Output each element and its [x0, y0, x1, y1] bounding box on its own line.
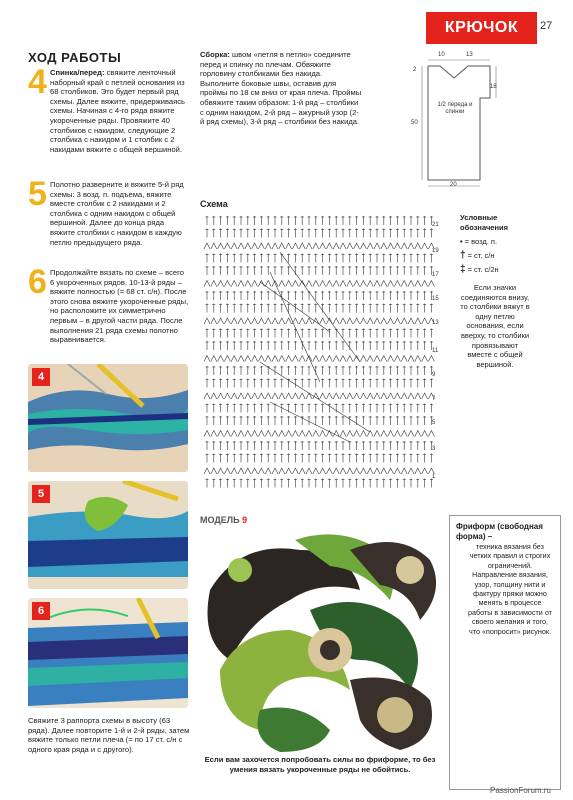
chart-arch [238, 431, 244, 437]
assembly-body: швом «петля в петлю» соедините перед и спинку по плечам. Обвяжите горловину столбиками без накида. Выполните боковые швы, оставив для проймы по 18 см вниз от края плеча. Проймы обвяжите таким образом: 1-й ряд – столбики с одним накидом, 2-й ряд – ажурный узор (2-й ряд схемы), 3-й ряд – столбики без накида. [200, 50, 362, 127]
chart-arch [286, 281, 292, 287]
chart-arch [313, 431, 319, 437]
chart-arch [347, 468, 353, 474]
chart-arch [415, 318, 421, 324]
chart-arch [245, 468, 251, 474]
chart-arch [231, 431, 237, 437]
step-4-heading: Спинка/перед: [50, 68, 105, 77]
row-numbers [432, 212, 452, 492]
chart-arch [292, 243, 298, 249]
chart-arch [340, 281, 346, 287]
chart-arch [292, 281, 298, 287]
chart-shortrow-line [260, 362, 370, 432]
chart-arch [374, 468, 380, 474]
chart-arch [204, 281, 210, 287]
chart-arch [265, 393, 271, 399]
chart-arch [306, 468, 312, 474]
chart-arch [252, 318, 258, 324]
row-number: 21 [432, 222, 439, 228]
chart-arch [320, 243, 326, 249]
chart-arch [360, 243, 366, 249]
chart-arch [218, 393, 224, 399]
step-5-text: Полотно разверните и вяжите 5-й ряд схемы: 3 возд. п. подъема, вяжите вместе столбик с 2 накидами и 2 столбика с одним накидом с общей вершиной. Далее до конца ряда вяжите столбики с накидом в каждую петлю предыдущего ряда. [50, 180, 184, 247]
chart-arch [204, 318, 210, 324]
chart-arch [367, 431, 373, 437]
chart-arch [299, 356, 305, 362]
chart-arch [333, 393, 339, 399]
row-number: 15 [432, 296, 439, 302]
chart-arch [238, 468, 244, 474]
chart-arch [415, 431, 421, 437]
dim-top-b: 13 [466, 52, 473, 58]
chart-arch [408, 243, 414, 249]
chart-arch [238, 243, 244, 249]
chart-arch [299, 468, 305, 474]
chart-arch [415, 356, 421, 362]
step-4 [28, 63, 190, 154]
chart-arch [333, 243, 339, 249]
step-5 [28, 175, 190, 247]
chart-arch [367, 356, 373, 362]
chart-arch [238, 281, 244, 287]
chart-arch [408, 431, 414, 437]
chart-arch [347, 393, 353, 399]
chart-arch [360, 431, 366, 437]
chart-arch [211, 468, 217, 474]
chart-arch [292, 356, 298, 362]
chart-arch [340, 431, 346, 437]
chart-arch [252, 281, 258, 287]
legend [460, 213, 560, 369]
chart-arch [313, 468, 319, 474]
chart-arch [258, 281, 264, 287]
chain-stitch-icon: • [460, 237, 463, 246]
dim-left-small: 2 [413, 67, 417, 73]
chart-arch [265, 356, 271, 362]
chart-arch [326, 281, 332, 287]
final-instructions: Свяжите 3 раппорта схемы в высоту (63 ряда). Далее повторите 1-й и 2-й ряды, затем вяжите только петли плеча (= по 17 ст. с/н с одного края ряда и с другого). [28, 716, 190, 754]
step-6 [28, 263, 190, 345]
chart-arch [394, 356, 400, 362]
chart-arch [401, 356, 407, 362]
chart-arch [231, 393, 237, 399]
chart-arch [299, 393, 305, 399]
section-title: КРЮЧОК [444, 19, 519, 36]
chart-arch [326, 356, 332, 362]
chart-arch [381, 393, 387, 399]
chart-arch [211, 356, 217, 362]
photo-step-6 [28, 598, 188, 708]
chart-arch [279, 431, 285, 437]
row-number: 5 [432, 420, 436, 426]
chart-arch [408, 318, 414, 324]
chart-arch [231, 281, 237, 287]
chart-arch [218, 356, 224, 362]
chart-arch [340, 318, 346, 324]
dim-bottom: 20 [450, 182, 457, 188]
step-6-text: Продолжайте вязать по схеме – всего 6 укороченных рядов. 10-13-й ряды – вяжите полностью (= 68 ст. с/н). После этого снова вяжите укороченные ряды, но расположите их симметрично первым – в другой части ряда. После выполнения 21 ряда схемы полотно выравнивается. [50, 268, 189, 345]
pattern-diagram [410, 54, 500, 194]
chart-arch [313, 356, 319, 362]
chart-arch [218, 431, 224, 437]
assembly-heading: Сборка: [200, 50, 230, 59]
chart-arch [381, 431, 387, 437]
chart-arch [374, 243, 380, 249]
chart-arch [381, 281, 387, 287]
step-number-6: 6 [28, 263, 47, 301]
chart-arch [422, 431, 428, 437]
chart-arch [211, 243, 217, 249]
chart-arch [381, 356, 387, 362]
legend-item [460, 265, 560, 275]
stitch-chart [200, 212, 440, 492]
chart-arch [299, 243, 305, 249]
chart-arch [224, 393, 230, 399]
chart-arch [360, 468, 366, 474]
chart-arch [292, 468, 298, 474]
chart-arch [286, 431, 292, 437]
chart-arch [286, 243, 292, 249]
freeform-image [200, 530, 446, 752]
chart-arch [381, 243, 387, 249]
chart-arch [394, 393, 400, 399]
model-number: 9 [242, 515, 248, 525]
row-number: 19 [432, 248, 439, 254]
photo-badge-4: 4 [32, 368, 50, 386]
chart-arch [204, 468, 210, 474]
chart-arch [415, 468, 421, 474]
chart-arch [265, 431, 271, 437]
chart-arch [286, 318, 292, 324]
step-number-5: 5 [28, 175, 47, 213]
photo-badge-6: 6 [32, 602, 50, 620]
chart-arch [224, 281, 230, 287]
chart-arch [388, 243, 394, 249]
legend-item-text: = ст. с/н [467, 251, 495, 260]
chart-arch [320, 393, 326, 399]
chart-arch [401, 431, 407, 437]
row-number: 13 [432, 320, 439, 326]
legend-item [460, 251, 560, 261]
chart-arch [340, 243, 346, 249]
row-number: 7 [432, 396, 436, 402]
chart-arch [258, 393, 264, 399]
freeform-sidebar [449, 515, 561, 790]
chart-arch [394, 318, 400, 324]
legend-title: Условные обозначения [460, 213, 508, 232]
chart-arch [238, 318, 244, 324]
chart-arch [354, 431, 360, 437]
legend-item-text: = ст. с/2н [467, 265, 499, 274]
chart-arch [231, 318, 237, 324]
chart-arch [422, 281, 428, 287]
chart-arch [211, 393, 217, 399]
chart-arch [422, 393, 428, 399]
chart-arch [367, 318, 373, 324]
chart-arch [333, 356, 339, 362]
chart-arch [394, 281, 400, 287]
chart-arch [286, 393, 292, 399]
legend-item [460, 237, 560, 247]
chart-arch [422, 318, 428, 324]
chart-arch [231, 243, 237, 249]
chart-arch [279, 281, 285, 287]
chart-arch [401, 468, 407, 474]
sidebar-body: техника вязания без четких правил и строгих ограничений. Направление вязания, узор, толщину нити и фактуру пряжи можно менять в процессе работы в зависимости от своего желания и того, что «попросит» рисунок. [468, 542, 552, 636]
chart-arch [401, 318, 407, 324]
chart-arch [415, 393, 421, 399]
chart-arch [326, 243, 332, 249]
dim-top-a: 10 [438, 52, 445, 58]
chart-arch [408, 468, 414, 474]
photo-caption: Если вам захочется попробовать силы во фриформе, то без умения вязать укороченные ряды не обойтись. [204, 755, 436, 774]
chart-arch [381, 468, 387, 474]
chart-arch [272, 243, 278, 249]
legend-note: Если значки соединяются внизу, то столбики вяжут в одну петлю основания, если вверху, то столбики провязывают вместе с общей вершиной. [460, 283, 530, 369]
legend-item-text: = возд. п. [464, 237, 498, 246]
chart-arch [279, 393, 285, 399]
chart-arch [245, 356, 251, 362]
chart-arch [306, 281, 312, 287]
chart-arch [238, 393, 244, 399]
chart-arch [388, 393, 394, 399]
chart-arch [367, 281, 373, 287]
chart-arch [252, 243, 258, 249]
chart-arch [245, 393, 251, 399]
chart-arch [408, 281, 414, 287]
chart-arch [258, 468, 264, 474]
chart-arch [231, 468, 237, 474]
chart-arch [347, 356, 353, 362]
chart-arch [320, 318, 326, 324]
assembly-text [200, 50, 362, 127]
chart-arch [347, 318, 353, 324]
chart-arch [333, 431, 339, 437]
chart-arch [224, 468, 230, 474]
row-number: 3 [432, 446, 436, 452]
model-label [200, 515, 247, 525]
chart-arch [422, 243, 428, 249]
photo-step-5-image [28, 481, 188, 589]
chart-arch [306, 431, 312, 437]
chart-arch [252, 468, 258, 474]
step-4-text: свяжите ленточный наборный край с петлей основания из 68 столбиков. Это будет первый ряд схемы. Далее вяжите, придерживаясь схемы. Начиная с 4-го ряда вяжите укороченные ряды. Провяжите 40 столбиков с накидом, следующие 2 столбика с накидом и 1 столбик с 2 накидами вяжите с общей вершиной. [50, 68, 186, 154]
chart-arch [286, 356, 292, 362]
chart-arch [374, 431, 380, 437]
chart-shortrow-line [280, 252, 360, 362]
chart-arch [367, 468, 373, 474]
chart-arch [272, 318, 278, 324]
chart-arch [401, 243, 407, 249]
chart-arch [204, 243, 210, 249]
pattern-outline [410, 54, 500, 194]
chart-arch [224, 431, 230, 437]
photo-step-4-image [28, 364, 188, 472]
dim-right: 18 [490, 84, 497, 90]
freeform-photo [200, 530, 446, 752]
chart-arch [265, 318, 271, 324]
chart-arch [354, 468, 360, 474]
chart-arch [333, 468, 339, 474]
chart-arch [306, 318, 312, 324]
chart-arch [313, 243, 319, 249]
double-crochet-icon: † [460, 250, 466, 261]
model-word: МОДЕЛЬ [200, 515, 240, 525]
chart-arch [279, 356, 285, 362]
chart-arch [272, 431, 278, 437]
chart-arch [422, 356, 428, 362]
chart-arch [265, 243, 271, 249]
chart-arch [218, 281, 224, 287]
chart-arch [211, 281, 217, 287]
chart-shortrow-line [260, 282, 330, 332]
chart-arch [279, 243, 285, 249]
chart-arch [299, 318, 305, 324]
chart-arch [374, 393, 380, 399]
chart-arch [367, 243, 373, 249]
chart-arch [340, 468, 346, 474]
chart-arch [354, 318, 360, 324]
chart-arch [347, 243, 353, 249]
photo-step-6-image [28, 598, 188, 708]
pattern-label: 1/2 переда и спинки [437, 102, 473, 115]
chart-arch [415, 243, 421, 249]
sidebar-title: Фриформ (свободная форма) – [456, 522, 543, 541]
chart-arch [388, 356, 394, 362]
chart-arch [326, 393, 332, 399]
chart-shortrow-line [270, 272, 320, 382]
chart-arch [408, 393, 414, 399]
row-number: 9 [432, 372, 436, 378]
chart-arch [231, 356, 237, 362]
chart-arch [218, 318, 224, 324]
chart-arch [224, 243, 230, 249]
photo-step-5 [28, 481, 188, 589]
chart-arch [279, 318, 285, 324]
chart-arch [218, 468, 224, 474]
chart-arch [374, 281, 380, 287]
chart-arch [245, 318, 251, 324]
chart-arch [265, 468, 271, 474]
chart-arch [272, 356, 278, 362]
chart-arch [272, 393, 278, 399]
chart-arch [238, 356, 244, 362]
chart-arch [204, 431, 210, 437]
chart-arch [245, 281, 251, 287]
chart-arch [320, 468, 326, 474]
chart-arch [340, 356, 346, 362]
chart-arch [401, 281, 407, 287]
photo-step-4 [28, 364, 188, 472]
scheme-title: Схема [200, 199, 228, 209]
photo-badge-5: 5 [32, 485, 50, 503]
chart-arch [388, 281, 394, 287]
chart-arch [306, 393, 312, 399]
chart-arch [354, 393, 360, 399]
chart-arch [415, 281, 421, 287]
chart-arch [245, 243, 251, 249]
chart-arch [367, 393, 373, 399]
chart-arch [388, 431, 394, 437]
chart-arch [320, 431, 326, 437]
chart-arch [347, 431, 353, 437]
chart-arch [204, 356, 210, 362]
chart-arch [360, 356, 366, 362]
chart-arch [340, 393, 346, 399]
chart-arch [360, 318, 366, 324]
chart-arch [360, 281, 366, 287]
chart-arch [306, 243, 312, 249]
chart-arch [354, 281, 360, 287]
chart-arch [394, 431, 400, 437]
chart-arch [224, 318, 230, 324]
chart-arch [394, 243, 400, 249]
chart-arch [204, 393, 210, 399]
page-title: ХОД РАБОТЫ [28, 50, 122, 65]
chart-arch [408, 356, 414, 362]
chart-arch [279, 468, 285, 474]
chart-arch [374, 356, 380, 362]
dim-height: 50 [411, 120, 418, 126]
chart-arch [258, 356, 264, 362]
chart-arch [211, 431, 217, 437]
chart-arch [422, 468, 428, 474]
chart-arch [292, 431, 298, 437]
chart-arch [333, 281, 339, 287]
chart-arch [401, 393, 407, 399]
watermark: PassionForum.ru [490, 786, 551, 795]
chart-arch [252, 356, 258, 362]
chart-arch [313, 281, 319, 287]
treble-crochet-icon: ‡ [460, 264, 466, 275]
chart-arch [272, 468, 278, 474]
chart-arch [286, 468, 292, 474]
chart-arch [265, 281, 271, 287]
chart-arch [258, 243, 264, 249]
chart-arch [374, 318, 380, 324]
chart-arch [354, 243, 360, 249]
row-number: 11 [432, 348, 439, 354]
row-number: 1 [432, 474, 436, 480]
chart-arch [388, 468, 394, 474]
chart-arch [333, 318, 339, 324]
chart-arch [211, 318, 217, 324]
chart-arch [326, 468, 332, 474]
chart-arch [360, 393, 366, 399]
chart-arch [252, 431, 258, 437]
chart-arch [320, 356, 326, 362]
chart-arch [394, 468, 400, 474]
chart-arch [245, 431, 251, 437]
chart-arch [252, 393, 258, 399]
chart-arch [258, 318, 264, 324]
chart-arch [347, 281, 353, 287]
chart-arch [292, 393, 298, 399]
chart-arch [320, 281, 326, 287]
chart-arch [299, 431, 305, 437]
section-ribbon [426, 12, 537, 44]
row-number: 17 [432, 272, 439, 278]
chart-arch [381, 318, 387, 324]
stitch-chart-grid [200, 212, 440, 492]
step-number-4: 4 [28, 63, 47, 101]
chart-arch [258, 431, 264, 437]
chart-arch [388, 318, 394, 324]
chart-arch [224, 356, 230, 362]
page-number: 27 [540, 20, 553, 32]
chart-arch [218, 243, 224, 249]
